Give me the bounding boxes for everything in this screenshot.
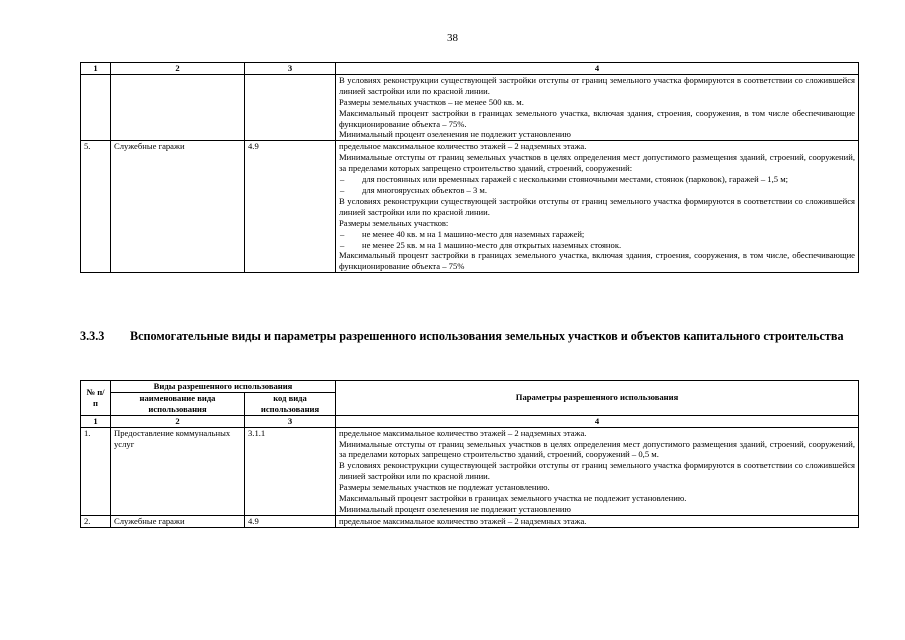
paragraph: Минимальный процент озеленения не подлежит установлению — [339, 129, 571, 140]
dash-list-item: – для многоярусных объектов – 3 м. — [340, 184, 488, 195]
paragraph: предельное максимальное количество этажей – 2 надземных этажа. — [339, 515, 587, 526]
section-title: Вспомогательные виды и параметры разрешенного использования земельных участков и объектов капитального строительства — [130, 329, 844, 343]
parameters-cell — [336, 141, 859, 273]
paragraph: Максимальный процент застройки в границах земельного участка, включая здания, строения, сооружения, в том числе обеспечивающие функционирование объекта – 75%. — [339, 107, 855, 129]
use-type-code: 4.9 — [245, 515, 336, 527]
table-row — [81, 141, 859, 273]
col-number-3: 3 — [245, 415, 336, 427]
use-type-code: 4.9 — [245, 141, 336, 273]
col-number-2: 2 — [111, 415, 245, 427]
header-number: № п/п — [81, 381, 111, 416]
row-number: 2. — [81, 515, 111, 527]
column-number-row — [81, 63, 859, 75]
paragraph: Размеры земельных участков: — [339, 217, 449, 228]
page-number: 38 — [447, 32, 458, 44]
paragraph: Размеры земельных участков – не менее 500 кв. м. — [339, 96, 524, 107]
table-row — [81, 74, 859, 140]
column-number-row — [81, 415, 859, 427]
col-number-2: 2 — [111, 63, 245, 75]
paragraph: Минимальные отступы от границ земельных участков в целях определения мест допустимого размещения зданий, строений, сооружений, за пределами которых запрещено строительство зданий, строений, сооружений: — [339, 152, 855, 174]
paragraph: В условиях реконструкции существующей застройки отступы от границ земельного участка формируются в соответствии со сложившейся линией застройки или по красной линии. — [339, 460, 856, 482]
use-type-code: 3.1.1 — [245, 427, 336, 515]
header-use-code: код вида использования — [245, 392, 336, 415]
paragraph: Размеры земельных участков не подлежат установлению. — [339, 482, 550, 493]
table-row — [81, 515, 859, 527]
use-type-name: Служебные гаражи — [111, 141, 245, 273]
paragraph: предельное максимальное количество этажей – 2 надземных этажа. — [339, 427, 587, 438]
use-type-name: Служебные гаражи — [111, 515, 245, 527]
section-heading — [80, 328, 858, 344]
dash-marker: – — [340, 184, 345, 195]
regulations-table-continued — [80, 62, 859, 273]
table-row — [81, 427, 859, 515]
col-number-4: 4 — [336, 415, 859, 427]
col-number-1: 1 — [81, 415, 111, 427]
dash-list-item: – не менее 40 кв. м на 1 машино-место для наземных гаражей; — [340, 228, 585, 239]
dash-marker: – — [340, 174, 345, 185]
paragraph: В условиях реконструкции существующей застройки отступы от границ земельного участка формируются в соответствии со сложившейся линией застройки или по красной линии. — [339, 74, 855, 96]
header-use-types: Виды разрешенного использования — [111, 381, 336, 393]
use-type-name: Предоставление коммунальных услуг — [111, 427, 245, 515]
paragraph: В условиях реконструкции существующей застройки отступы от границ земельного участка формируются в соответствии со сложившейся линией застройки или по красной линии. — [339, 195, 855, 217]
paragraph: Минимальный процент озеленения не подлежит установлению — [339, 503, 571, 514]
parameters-cell — [336, 427, 859, 515]
dash-list-item: – не менее 25 кв. м на 1 машино-место для открытых наземных стоянок. — [340, 239, 622, 250]
header-row — [81, 381, 859, 393]
paragraph: Минимальные отступы от границ земельных участков в целях определения мест допустимого размещения зданий, строений, сооружений, за пределами которых запрещено строительство зданий, строений, сооружений – 0,5 м. — [339, 438, 856, 460]
paragraph: предельное максимальное количество этажей – 2 надземных этажа. — [339, 141, 587, 152]
paragraph: Максимальный процент застройки в границах земельного участка не подлежит установлению. — [339, 493, 687, 504]
row-number: 5. — [81, 141, 111, 273]
section-number: 3.3.3 — [80, 329, 105, 343]
dash-list-item: – для постоянных или временных гаражей с несколькими стояночными местами, стоянок (парковок), гаражей – 1,5 м; — [340, 174, 789, 185]
dash-marker: – — [340, 228, 345, 239]
paragraph: Максимальный процент застройки в границах земельного участка, включая здания, строения, сооружения, в том числе, обеспечивающие функционирование объекта – 75% — [339, 250, 855, 272]
dash-marker: – — [340, 239, 345, 250]
parameters-cell — [336, 74, 859, 140]
row-number: 1. — [81, 427, 111, 515]
col-number-3: 3 — [245, 63, 336, 75]
header-parameters: Параметры разрешенного использования — [336, 381, 859, 416]
col-number-1: 1 — [81, 63, 111, 75]
parameters-cell — [336, 515, 859, 527]
auxiliary-uses-table — [80, 380, 859, 528]
col-number-4: 4 — [336, 63, 859, 75]
header-use-name: наименование вида использования — [111, 392, 245, 415]
